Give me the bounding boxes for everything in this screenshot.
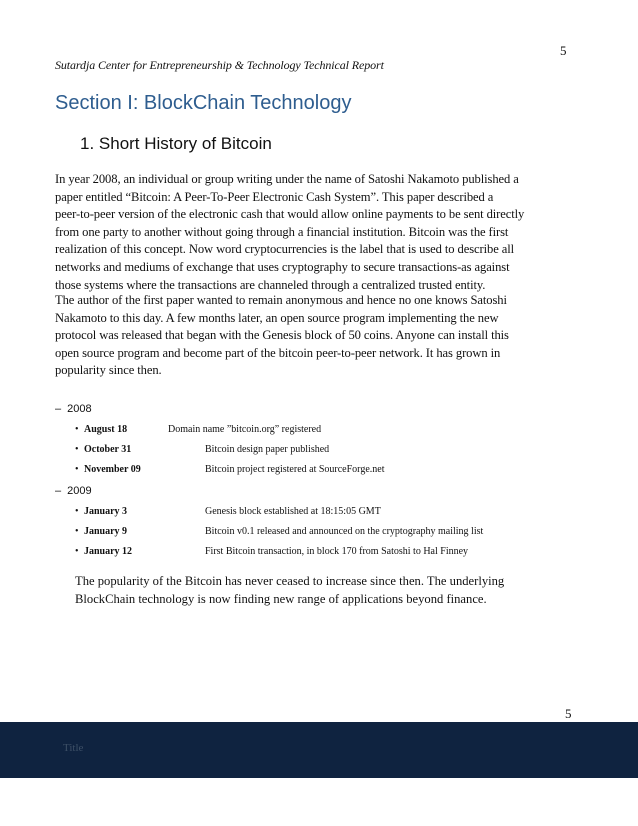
running-header: Sutardja Center for Entrepreneurship & Technology Technical Report	[55, 58, 384, 72]
timeline-event	[55, 440, 595, 460]
year-dash: –	[55, 485, 62, 497]
event-description: Genesis block established at 18:15:05 GMT	[205, 506, 381, 517]
paragraph-bitcoin-origin: In year 2008, an individual or group writing under the name of Satoshi Nakamoto published a paper entitled “Bitcoin: A Peer-To-Peer Electronic Cash System”. This paper described a peer-to-peer version of the electronic cash that would allow online payments to be sent directly from one party to another without going through a financial institution. Bitcoin was the first realization of this concept. Now word cryptocurrencies is the label that is used to describe all networks and mediums of exchange that uses cryptography to secure transactions-as against those systems where the transactions are channeled through a centralized trusted entity.	[55, 172, 525, 292]
page-number-bottom: 5	[565, 706, 572, 721]
event-description: Bitcoin project registered at SourceForge.net	[205, 464, 385, 475]
timeline-year-2008	[55, 398, 595, 420]
bullet-icon: •	[75, 444, 79, 455]
bullet-icon: •	[75, 464, 79, 475]
section-title: Section I: BlockChain Technology	[55, 92, 352, 114]
bullet-icon: •	[75, 526, 79, 537]
event-description: Bitcoin design paper published	[205, 444, 330, 455]
timeline-event	[55, 502, 595, 522]
event-date: January 9	[84, 526, 128, 537]
timeline-event	[55, 542, 595, 562]
event-description: Domain name ”bitcoin.org” registered	[168, 424, 322, 435]
year-label: 2008	[67, 403, 92, 415]
bullet-icon: •	[75, 506, 79, 517]
year-label: 2009	[67, 485, 92, 497]
paragraph-anonymous-author: The author of the first paper wanted to remain anonymous and hence no one knows Satoshi Nakamoto to this day. A few months later, an open source program implementing the new protocol was released that began with the Genesis block of 50 coins. Anyone can install this open source program and become part of the bitcoin peer-to-peer network. It has grown in popularity since then.	[55, 293, 509, 378]
bullet-icon: •	[75, 424, 79, 435]
event-date: January 12	[84, 546, 133, 557]
timeline	[55, 398, 595, 562]
footer-band	[0, 722, 638, 778]
event-description: Bitcoin v0.1 released and announced on the cryptography mailing list	[205, 526, 484, 537]
timeline-event	[55, 522, 595, 542]
year-dash: –	[55, 403, 62, 415]
page-number-top: 5	[560, 43, 567, 58]
bullet-icon: •	[75, 546, 79, 557]
timeline-event	[55, 420, 595, 440]
event-date: August 18	[84, 424, 128, 435]
timeline-year-2009	[55, 480, 595, 502]
closing-paragraph: The popularity of the Bitcoin has never ceased to increase since then. The underlying BlockChain technology is now finding new range of applications beyond finance.	[75, 574, 505, 606]
footer-title-placeholder[interactable]: Title	[63, 742, 84, 754]
event-date: January 3	[84, 506, 128, 517]
event-date: November 09	[84, 464, 141, 475]
event-date: October 31	[84, 444, 132, 455]
event-description: First Bitcoin transaction, in block 170 from Satoshi to Hal Finney	[205, 546, 469, 557]
timeline-event	[55, 460, 595, 480]
subsection-title: 1. Short History of Bitcoin	[80, 134, 272, 153]
